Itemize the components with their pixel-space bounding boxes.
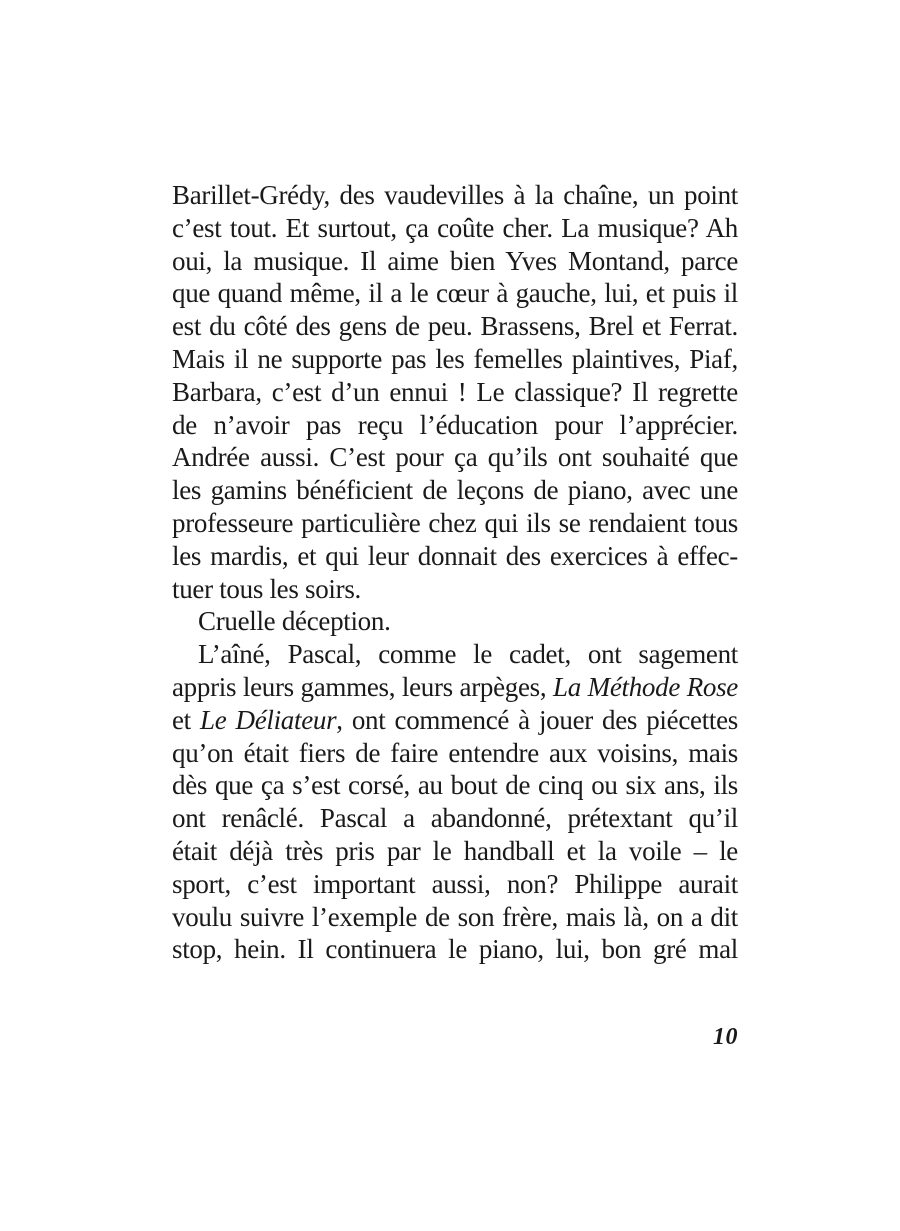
text-segment: professeure particulière chez qui ils se rendaient tous: [172, 507, 738, 538]
book-title-italic: La Méthode Rose: [553, 671, 738, 702]
text-segment: Mais il ne supporte pas les femelles plaintives, Piaf,: [172, 343, 738, 374]
text-line: [172, 343, 738, 376]
text-segment: c’est tout. Et surtout, ça coûte cher. La musique? Ah: [172, 212, 738, 243]
text-segment: dès que ça s’est corsé, au bout de cinq ou six ans, ils: [172, 770, 738, 801]
text-segment: tuer tous les soirs.: [172, 573, 361, 604]
text-line: [172, 802, 738, 835]
text-segment: était déjà très pris par le handball et la voile – le: [172, 835, 738, 866]
text-segment: de n’avoir pas reçu l’éducation pour l’apprécier.: [172, 409, 738, 440]
text-segment: appris leurs gammes, leurs arpèges,: [172, 671, 554, 702]
text-line: [172, 441, 738, 474]
text-segment: Barillet-Grédy, des vaudevilles à la chaîne, un point: [172, 180, 738, 210]
text-line: [172, 868, 738, 901]
text-line: [172, 245, 738, 278]
text-line: [172, 901, 738, 934]
text-line: [172, 704, 738, 737]
text-segment: qu’on était fiers de faire entendre aux voisins, mais: [172, 737, 738, 768]
text-segment: voulu suivre l’exemple de son frère, mais là, on a dit: [172, 901, 738, 932]
text-segment: est du côté des gens de peu. Brassens, Brel et Ferrat.: [172, 311, 738, 342]
text-segment: sport, c’est important aussi, non? Philippe aurait: [172, 868, 738, 899]
book-title-italic: Le Déliateur: [200, 704, 337, 735]
text-segment: ont renâclé. Pascal a abandonné, prétextant qu’il: [172, 803, 738, 834]
text-segment: L’aîné, Pascal, comme le cadet, ont sagement: [198, 639, 738, 670]
text-segment: les gamins bénéficient de leçons de piano, avec une: [172, 475, 738, 506]
text-line: [172, 212, 738, 245]
text-line: [172, 540, 738, 573]
text-line: [172, 409, 738, 442]
text-segment: les mardis, et qui leur donnait des exercices à effec-: [172, 540, 738, 571]
text-block: [172, 179, 738, 966]
text-line: [172, 277, 738, 310]
text-line: [172, 573, 738, 606]
text-segment: que quand même, il a le cœur à gauche, lui, et puis il: [172, 278, 738, 309]
text-segment: oui, la musique. Il aime bien Yves Montand, parce: [172, 245, 738, 276]
text-line: [172, 671, 738, 704]
text-segment: Andrée aussi. C’est pour ça qu’ils ont souhaité que: [172, 442, 738, 473]
text-line: [172, 835, 738, 868]
text-line: [172, 474, 738, 507]
text-line: [172, 605, 738, 638]
text-line: [172, 737, 738, 770]
text-segment: Cruelle déception.: [198, 606, 391, 637]
text-line: [172, 179, 738, 212]
text-segment: et: [172, 704, 200, 735]
text-line: [172, 769, 738, 802]
text-segment: Barbara, c’est d’un ennui ! Le classique? Il regrette: [172, 376, 738, 407]
text-line: [172, 933, 738, 966]
page-number: 10: [713, 1024, 738, 1050]
text-segment: , ont commencé à jouer des piécettes: [336, 704, 738, 735]
text-line: [172, 310, 738, 343]
text-line: [172, 638, 738, 671]
text-segment: stop, hein. Il continuera le piano, lui, bon gré mal: [172, 934, 738, 965]
text-line: [172, 376, 738, 409]
text-line: [172, 507, 738, 540]
